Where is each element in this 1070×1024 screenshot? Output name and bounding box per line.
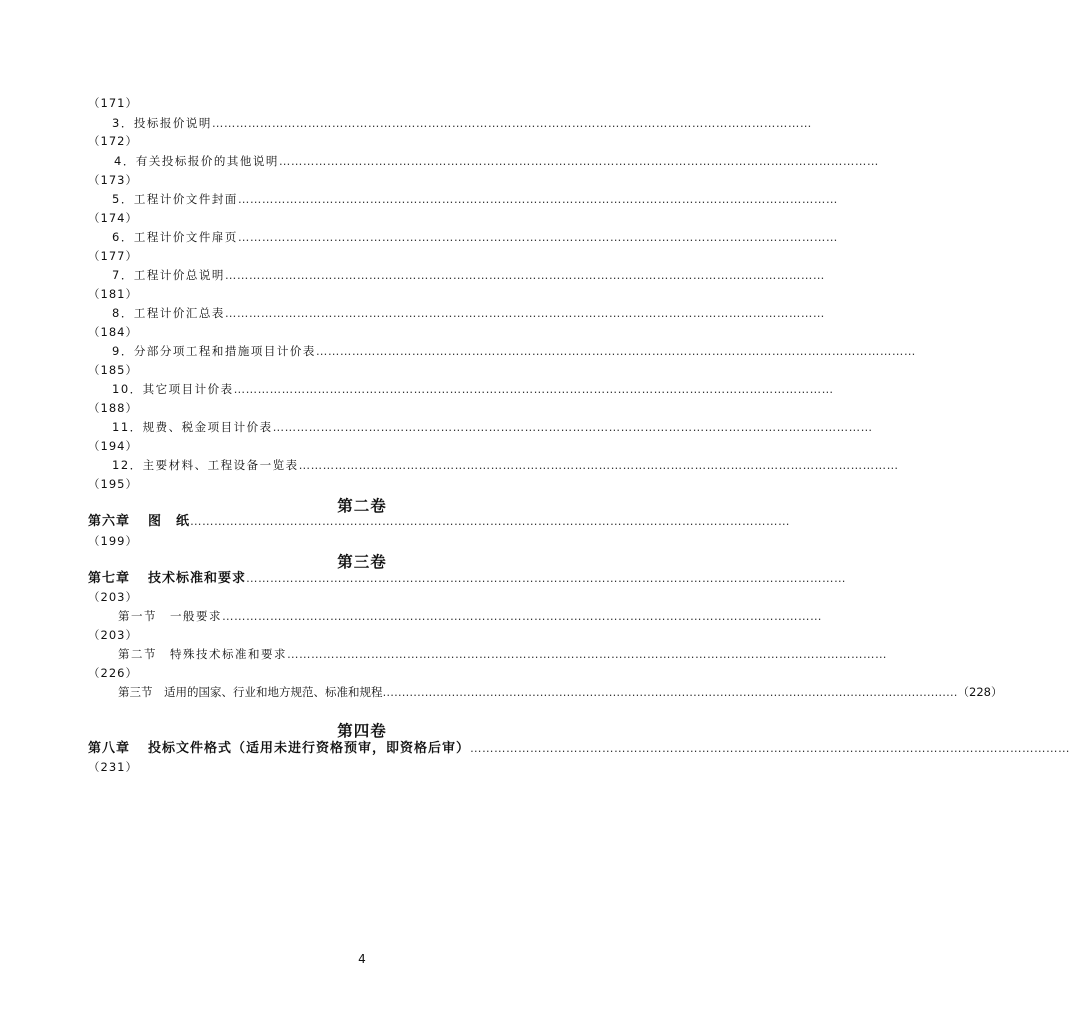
- leader-dots: ……………………………………………………………………………………………………………………………………: [246, 571, 847, 585]
- toc-page-ref: （184）: [88, 325, 138, 339]
- leader-dots: ……………………………………………………………………………………………………………………………………: [470, 741, 1070, 755]
- section-title: 第二节 特殊技术标准和要求: [118, 647, 287, 661]
- volume-heading: 第四卷: [337, 722, 387, 740]
- leader-dots: ……………………………………………………………………………………………………………………………………: [222, 609, 822, 623]
- leader-dots: ……………………………………………………………………………………………………………………………………: [278, 154, 879, 168]
- leader-dots: ……………………………………………………………………………………………………………………………………: [272, 420, 873, 434]
- leader-dots: ……………………………………………………………………………………………………………………………………: [315, 344, 916, 358]
- section-title: 第一节 一般要求: [118, 609, 222, 623]
- page-number: 4: [358, 952, 366, 966]
- toc-page-ref: （226）: [88, 666, 138, 680]
- toc-entry-title: 11．规费、税金项目计价表: [112, 420, 273, 434]
- leader-dots: ……………………………………………………………………………………………………………………………………: [287, 647, 887, 661]
- toc-entry-title: 6．工程计价文件扉页: [112, 230, 238, 244]
- volume-heading: 第二卷: [337, 497, 387, 515]
- toc-entry[interactable]: [88, 267, 825, 283]
- toc-section[interactable]: [88, 646, 887, 662]
- leader-dots: ……………………………………………………………………………………………………………………………………: [224, 306, 825, 320]
- leader-dots: ……………………………………………………………………………………………………………………………………: [237, 230, 838, 244]
- toc-entry-title: 8．工程计价汇总表: [112, 306, 225, 320]
- toc-page-ref: （188）: [88, 401, 138, 415]
- leader-dots: ……………………………………………………………………………………………………………………………………: [298, 458, 899, 472]
- toc-page-ref: （173）: [88, 173, 138, 187]
- chapter-title: 投标文件格式（适用未进行资格预审，即资格后审）: [148, 741, 471, 756]
- toc-page-ref: （203）: [88, 590, 138, 604]
- toc-page-ref: （172）: [88, 134, 138, 148]
- toc-entry-title: 3．投标报价说明: [112, 116, 212, 130]
- toc-page-ref: （203）: [88, 628, 138, 642]
- toc-entry[interactable]: [88, 191, 838, 207]
- toc-page-ref: （177）: [88, 249, 138, 263]
- toc-entry[interactable]: [88, 115, 812, 131]
- toc-page-ref: （195）: [88, 477, 138, 491]
- toc-entry-title: 7．工程计价总说明: [112, 268, 225, 282]
- toc-entry[interactable]: [88, 419, 873, 435]
- leader-dots: ……………………………………………………………………………………………………………………………………: [224, 268, 825, 282]
- toc-entry-title: 9．分部分项工程和措施项目计价表: [112, 344, 316, 358]
- toc-entry-title: 10．其它项目计价表: [112, 382, 234, 396]
- section-page-ref: （228）: [957, 685, 1003, 699]
- chapter-number: 第八章: [88, 741, 131, 756]
- toc-entry-title: 12．主要材料、工程设备一览表: [112, 458, 299, 472]
- leader-dots: ……………………………………………………………………………………………………………………………………: [190, 514, 791, 528]
- toc-entry[interactable]: [88, 153, 879, 169]
- chapter-title: 图 纸: [148, 514, 191, 529]
- toc-chapter[interactable]: [88, 740, 1070, 757]
- leader-dots: ……………………………………………………………………………………………………………………………………: [211, 116, 812, 130]
- toc-entry[interactable]: [88, 381, 834, 397]
- toc-chapter[interactable]: [88, 570, 847, 587]
- chapter-number: 第七章: [88, 571, 131, 586]
- toc-page-ref: （174）: [88, 211, 138, 225]
- chapter-number: 第六章: [88, 514, 131, 529]
- volume-heading: 第三卷: [337, 553, 387, 571]
- section-title: 第三节 适用的国家、行业和地方规范、标准和规程: [118, 685, 383, 699]
- toc-chapter[interactable]: [88, 513, 791, 530]
- toc-entry-title: 4．有关投标报价的其他说明: [114, 154, 279, 168]
- toc-page-ref: （185）: [88, 363, 138, 377]
- toc-entry[interactable]: [88, 229, 838, 245]
- toc-entry[interactable]: [88, 457, 899, 473]
- toc-section[interactable]: [88, 608, 822, 624]
- toc-entry[interactable]: [88, 343, 916, 359]
- toc-page-ref: （231）: [88, 760, 138, 774]
- toc-page-ref: （171）: [88, 96, 138, 110]
- leader-dots: ……………………………………………………………………………………………………………………………………: [233, 382, 834, 396]
- toc-page-ref: （194）: [88, 439, 138, 453]
- toc-entry-title: 5．工程计价文件封面: [112, 192, 238, 206]
- toc-section[interactable]: [118, 684, 1003, 700]
- toc-page-ref: （199）: [88, 534, 138, 548]
- chapter-title: 技术标准和要求: [148, 571, 247, 586]
- leader-dots: ……………………………………………………………………………………………………………………………………: [382, 685, 958, 699]
- toc-entry[interactable]: [88, 305, 825, 321]
- toc-page-ref: （181）: [88, 287, 138, 301]
- leader-dots: ……………………………………………………………………………………………………………………………………: [237, 192, 838, 206]
